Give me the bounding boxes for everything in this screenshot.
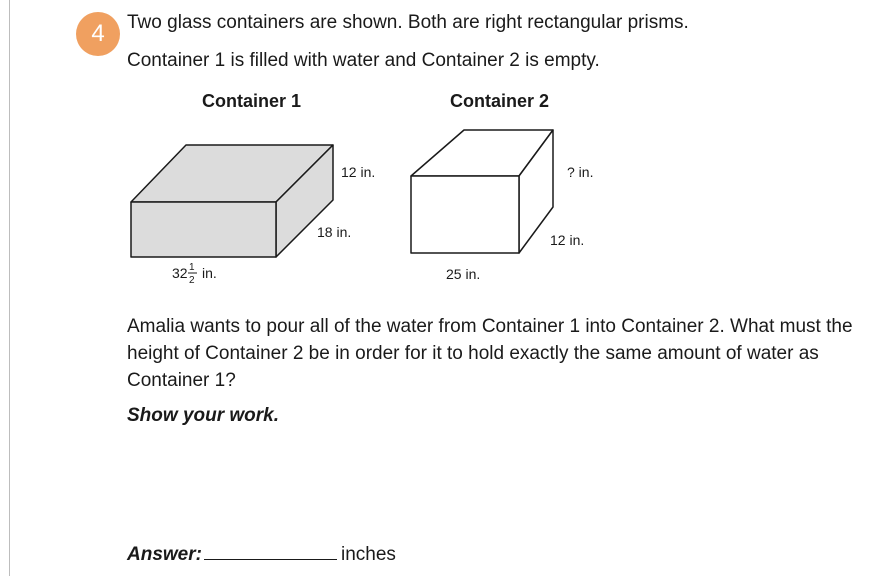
container-1-prism	[131, 145, 333, 257]
container-1-height-label: 12 in.	[341, 164, 376, 180]
question-prompt: Amalia wants to pour all of the water from Container 1 into Container 2. What must the height of Container 2 be in order for it to hold exactly the same amount of water as Container 1?	[127, 316, 853, 391]
answer-input-blank[interactable]	[204, 541, 337, 560]
container-2-prism	[411, 130, 553, 253]
question-stem-line-2: Container 1 is filled with water and Container 2 is empty.	[127, 50, 600, 71]
container-2-height-label: ? in.	[567, 164, 594, 180]
container-1-length-numerator: 1	[189, 262, 195, 273]
answer-unit: inches	[340, 544, 396, 565]
answer-row	[127, 541, 396, 566]
container-1-front-face	[131, 202, 276, 257]
question-stem-line-1: Two glass containers are shown. Both are right rectangular prisms.	[127, 12, 689, 33]
container-2-front-face	[411, 176, 519, 253]
container-1-width-label: 18 in.	[317, 224, 352, 240]
container-2-width-label: 12 in.	[550, 232, 585, 248]
container-2-length-label: 25 in.	[446, 266, 481, 282]
show-work-instruction: Show your work.	[127, 405, 280, 426]
container-1-length-whole: 32	[172, 265, 188, 281]
question-number-badge: 4	[76, 12, 120, 56]
container-1-length-label	[172, 262, 217, 286]
container-1-label: Container 1	[202, 91, 302, 111]
answer-label: Answer:	[127, 544, 202, 565]
container-1-length-unit: in.	[202, 265, 217, 281]
container-2-label: Container 2	[450, 91, 550, 111]
container-1-length-denominator: 2	[189, 275, 195, 286]
